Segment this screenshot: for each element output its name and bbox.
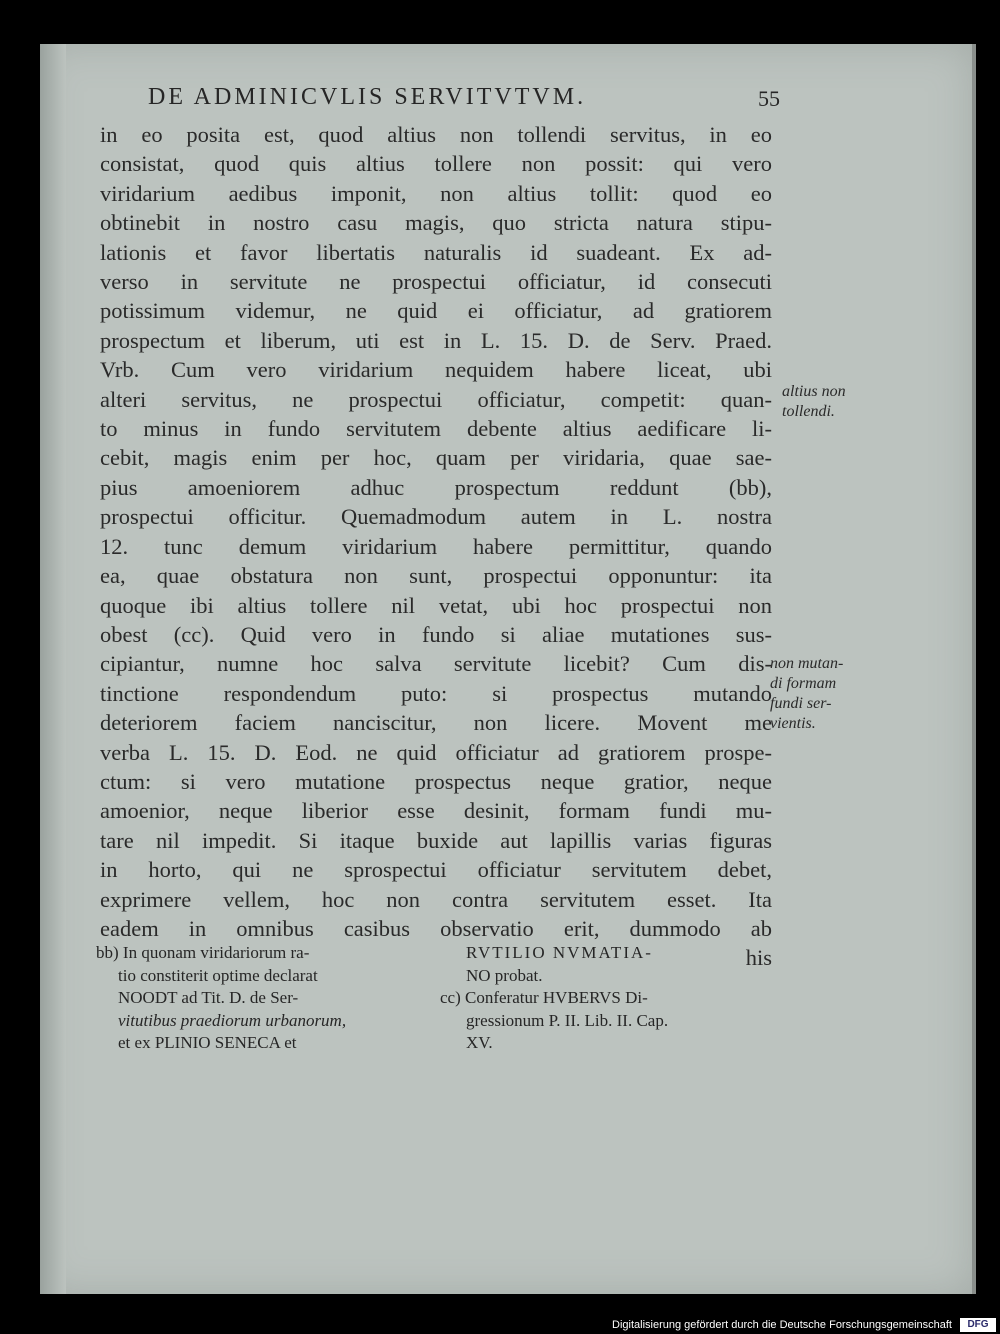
body-line: lationis et favor libertatis naturalis id suadeant. Ex ad-	[100, 239, 772, 265]
body-line: 12. tunc demum viridarium habere permittitur, quando	[100, 533, 772, 559]
footnote-line: XV.	[466, 1033, 493, 1052]
body-line: tare nil impedit. Si itaque buxide aut lapillis varias figuras	[100, 827, 772, 853]
footnote-line: bb) In quonam viridariorum ra-	[96, 943, 310, 962]
digitization-footer	[0, 1316, 1000, 1334]
footnote-line: gressionum P. II. Lib. II. Cap.	[466, 1010, 669, 1030]
body-line: prospectui officitur. Quemadmodum autem in L. nostra	[100, 504, 772, 530]
catchword: his	[745, 945, 772, 971]
page-spine-shadow	[40, 44, 66, 1294]
body-line: verba L. 15. D. Eod. ne quid officiatur ad gratiorem prospe-	[100, 739, 772, 765]
body-text	[100, 120, 772, 973]
body-line: quoque ibi altius tollere nil vetat, ubi hoc prospectui non	[100, 592, 772, 618]
marginal-note-line: altius non	[782, 383, 846, 400]
footnote-line: NOODT ad Tit. D. de Ser-	[118, 988, 299, 1007]
body-line: ctum: si vero mutatione prospectus neque gratior, neque	[100, 768, 772, 794]
marginal-note-line: tollendi.	[782, 403, 835, 420]
footnotes-left	[96, 942, 346, 1055]
body-line: deteriorem faciem nanciscitur, non licere. Movent me	[100, 710, 772, 736]
marginal-note-line: vientis.	[770, 715, 816, 732]
body-line: ea, quae obstatura non sunt, prospectui opponuntur: ita	[100, 563, 772, 589]
body-line: exprimere vellem, hoc non contra servitutem esset. Ita	[100, 886, 772, 912]
footnote-line: vitutibus praediorum urbanorum,	[118, 1010, 347, 1030]
body-line: eadem in omnibus casibus observatio erit, dummodo ab	[100, 915, 772, 941]
body-line: alteri servitus, ne prospectui officiatur, competit: quan-	[100, 386, 772, 412]
dfg-logo: DFG	[960, 1318, 996, 1332]
footnote-line: RVTILIO NVMATIA-	[466, 943, 653, 962]
body-line: obest (cc). Quid vero in fundo si aliae mutationes sus-	[100, 621, 772, 647]
body-line: cipiantur, numne hoc salva servitute licebit? Cum dis-	[100, 651, 772, 677]
running-title: DE ADMINICVLIS SERVITVTVM.	[148, 84, 587, 110]
page-number: 55	[758, 86, 780, 111]
body-line: verso in servitute ne prospectui officiatur, id consecuti	[100, 269, 772, 295]
body-line: Vrb. Cum vero viridarium nequidem habere liceat, ubi	[100, 357, 772, 383]
footnote-line: NO probat.	[466, 965, 543, 985]
footnote-line: cc) Conferatur HVBERVS Di-	[440, 988, 648, 1007]
marginal-note-line: di formam	[770, 675, 837, 692]
body-line: prospectum et liberum, uti est in L. 15. D. de Serv. Praed.	[100, 327, 772, 353]
marginal-note-mutandi	[770, 654, 843, 734]
marginal-note-line: fundi ser-	[770, 695, 832, 712]
marginal-note-line: non mutan-	[770, 655, 844, 672]
footnote-line: tio constiterit optime declarat	[118, 965, 318, 985]
body-line: tinctione respondendum puto: si prospectus mutando	[100, 680, 772, 706]
body-line: amoenior, neque liberior esse desinit, formam fundi mu-	[100, 798, 772, 824]
body-line: cebit, magis enim per hoc, quam per viridaria, quae sae-	[100, 445, 772, 471]
body-line: pius amoeniorem adhuc prospectum reddunt (bb),	[100, 474, 772, 500]
body-line: viridarium aedibus imponit, non altius tollit: quod eo	[100, 180, 772, 206]
body-line: in eo posita est, quod altius non tollendi servitus, in eo	[100, 122, 772, 147]
body-line: to minus in fundo servitutem debente altius aedificare li-	[100, 416, 772, 442]
funding-credit: Digitalisierung gefördert durch die Deutsche Forschungsgemeinschaft	[612, 1319, 952, 1331]
marginal-note-altius	[782, 382, 846, 422]
body-line: in horto, qui ne sprospectui officiatur servitutem debet,	[100, 857, 772, 883]
footnote-line: et ex PLINIO SENECA et	[118, 1033, 297, 1052]
body-line: consistat, quod quis altius tollere non possit: qui vero	[100, 151, 772, 177]
body-line: obtinebit in nostro casu magis, quo stricta natura stipu-	[100, 210, 772, 236]
footnotes-right	[440, 942, 668, 1055]
body-line: potissimum videmur, ne quid ei officiatur, ad gratiorem	[100, 298, 772, 324]
